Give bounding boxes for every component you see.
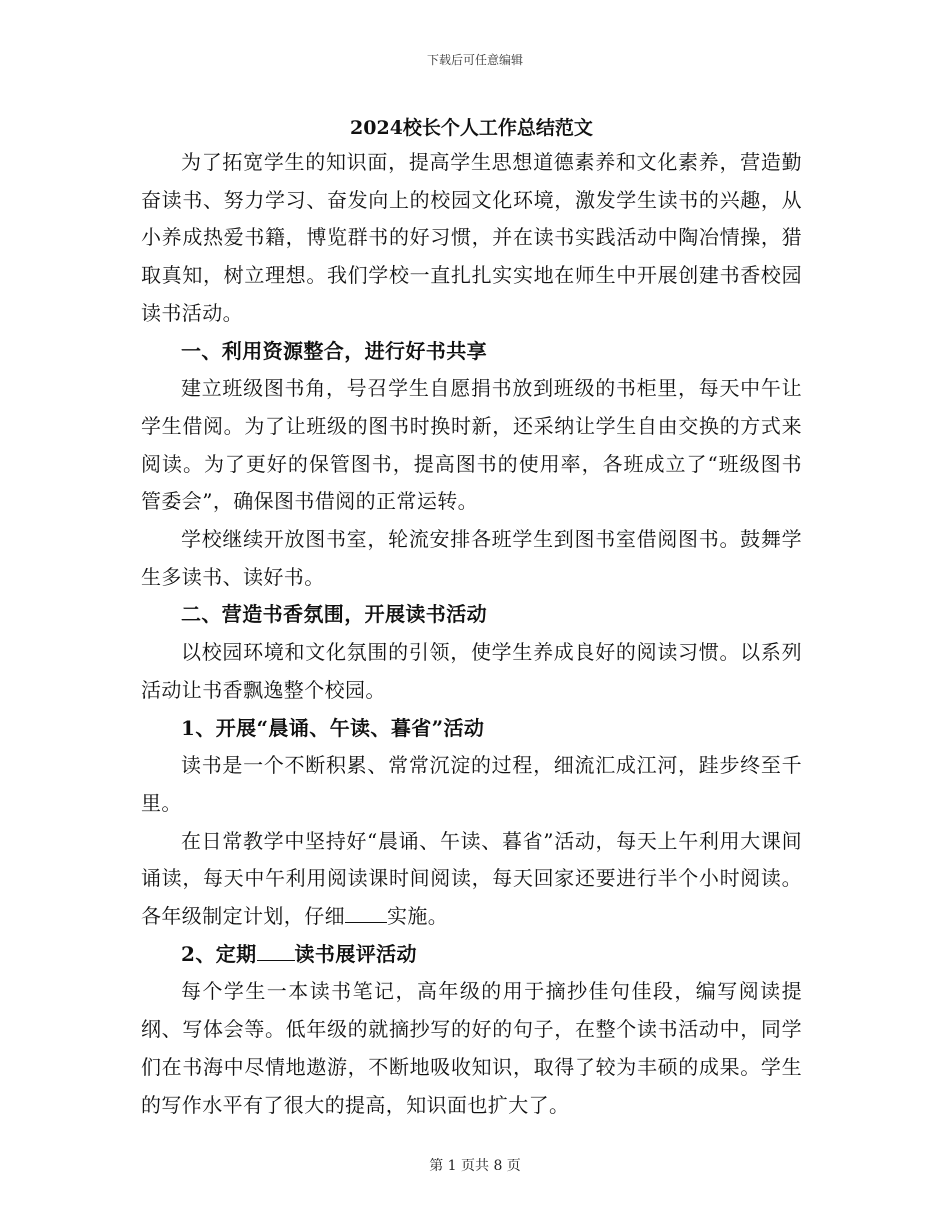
subsection-1-paragraph-2-tail: 实施。	[387, 904, 449, 929]
section-heading-2: 二、营造书香氛围，开展读书活动	[181, 602, 487, 627]
subsection-1-paragraph-2-text: 在日常教学中坚持好“晨诵、午读、暮省”活动，每天上午利用大课间诵读，每天中午利用阅读课时间阅读，每天回家还要进行半个小时阅读。各年级制定计划，仔细	[141, 828, 802, 929]
section-1-paragraph-1: 建立班级图书角，号召学生自愿捐书放到班级的书柜里，每天中午让学生借阅。为了让班级的图书时换时新，还采纳让学生自由交换的方式来阅读。为了更好的保管图书，提高图书的使用率，各班成立了“班级图书管委会”，确保图书借阅的正常运转。	[141, 376, 802, 514]
page-header-note: 下载后可任意编辑	[426, 53, 523, 67]
subsection-1-paragraph-1: 读书是一个不断积累、常常沉淀的过程，细流汇成江河，跬步终至千里。	[141, 753, 802, 815]
subsection-1-paragraph-2	[141, 823, 802, 936]
fill-in-blank	[345, 904, 387, 923]
subsection-heading-2-end: 读书展评活动	[294, 941, 417, 966]
section-2-paragraph-1: 以校园环境和文化氛围的引领，使学生养成良好的阅读习惯。以系列活动让书香飘逸整个校园。	[141, 640, 802, 702]
subsection-heading-2	[141, 936, 802, 974]
document-title: 2024校长个人工作总结范文	[350, 117, 593, 139]
subsection-heading-1: 1、开展“晨诵、午读、暮省”活动	[181, 715, 485, 740]
section-1-paragraph-2: 学校继续开放图书室，轮流安排各班学生到图书室借阅图书。鼓舞学生多读书、读好书。	[141, 527, 802, 589]
document-body	[141, 112, 802, 1124]
subsection-heading-2-start: 2、定期	[181, 941, 257, 966]
intro-paragraph: 为了拓宽学生的知识面，提高学生思想道德素养和文化素养，营造勤奋读书、努力学习、奋发向上的校园文化环境，激发学生读书的兴趣，从小养成热爱书籍，博览群书的好习惯，并在读书实践活动中陶冶情操，猎取真知，树立理想。我们学校一直扎扎实实地在师生中开展创建书香校园读书活动。	[141, 150, 802, 325]
section-heading-1: 一、利用资源整合，进行好书共享	[181, 338, 487, 363]
page-number: 第 1 页共 8 页	[429, 1158, 521, 1174]
fill-in-blank	[257, 942, 295, 961]
subsection-2-paragraph-1: 每个学生一本读书笔记，高年级的用于摘抄佳句佳段，编写阅读提纲、写体会等。低年级的就摘抄写的好的句子，在整个读书活动中，同学们在书海中尽情地遨游，不断地吸收知识，取得了较为丰硕的成果。学生的写作水平有了很大的提高，知识面也扩大了。	[141, 979, 802, 1117]
